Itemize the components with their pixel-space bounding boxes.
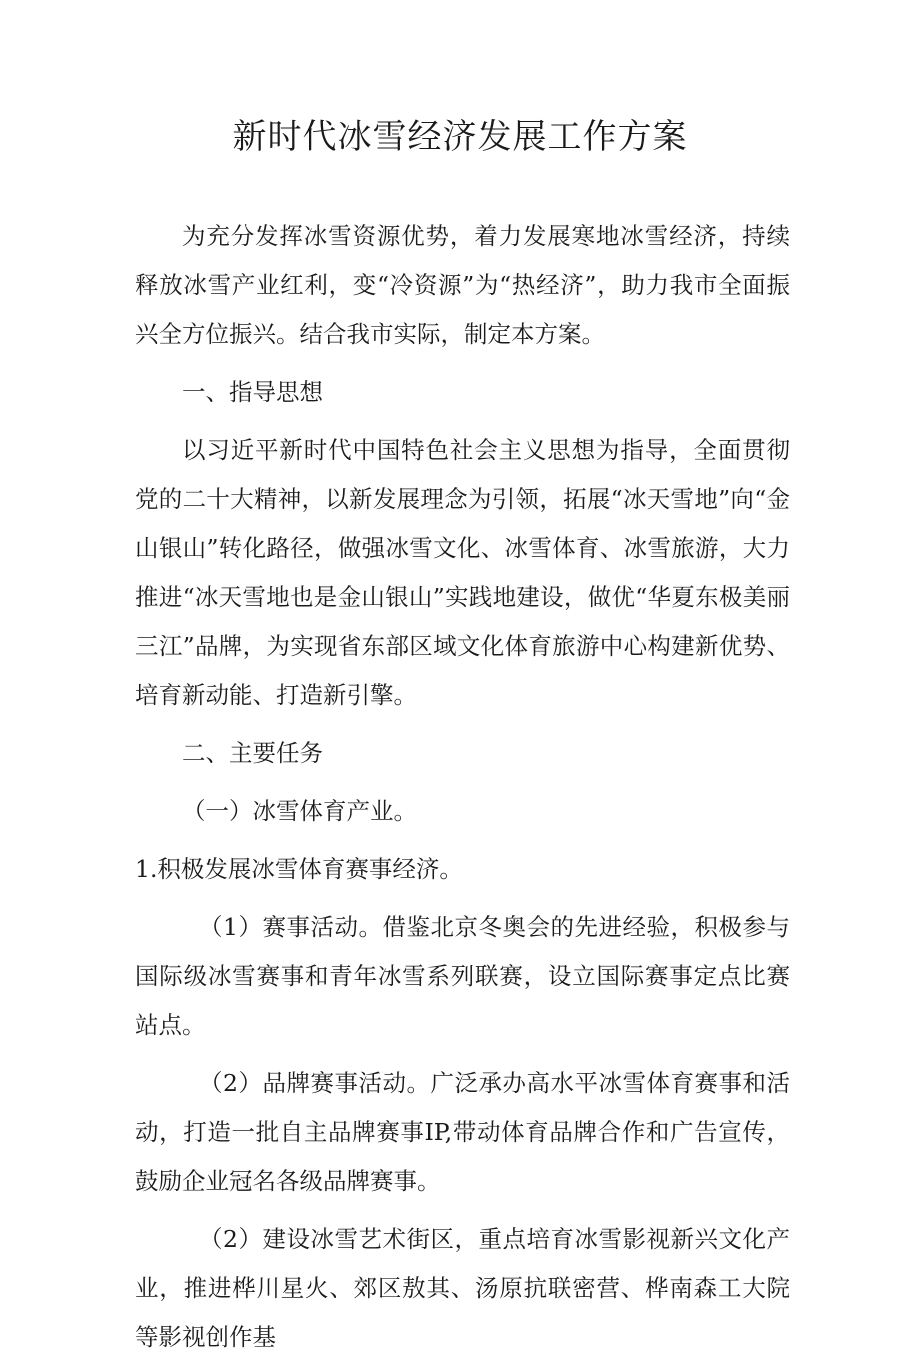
item-paragraph-events: （1）赛事活动。借鉴北京冬奥会的先进经验，积极参与国际级冰雪赛事和青年冰雪系列联赛，设立国际赛事定点比赛站点。 bbox=[135, 913, 790, 1039]
item-paragraph-art-district: （2）建设冰雪艺术街区，重点培育冰雪影视新兴文化产业，推进桦川星火、郊区敖其、汤原抗联密营、桦南森工大院等影视创作基 bbox=[135, 1225, 790, 1351]
intro-paragraph: 为充分发挥冰雪资源优势，着力发展寒地冰雪经济，持续释放冰雪产业红利，变“冷资源”为“热经济”，助力我市全面振兴全方位振兴。结合我市实际，制定本方案。 bbox=[135, 222, 790, 348]
document-title: 新时代冰雪经济发展工作方案 bbox=[232, 117, 688, 157]
guiding-ideology-paragraph: 以习近平新时代中国特色社会主义思想为指导，全面贯彻党的二十大精神，以新发展理念为引领，拓展“冰天雪地”向“金山银山”转化路径，做强冰雪文化、冰雪体育、冰雪旅游，大力推进“冰天雪地也是金山银山”实践地建设，做优“华夏东极美丽三江”品牌，为实现省东部区域文化体育旅游中心构建新优势、培育新动能、打造新引擎。 bbox=[135, 436, 790, 709]
section-heading-guiding-ideology: 一、指导思想 bbox=[182, 378, 323, 406]
item-heading-sports-events-economy: 1.积极发展冰雪体育赛事经济。 bbox=[135, 855, 463, 883]
document-body bbox=[135, 212, 790, 1362]
subsection-heading-ice-snow-sports: （一）冰雪体育产业。 bbox=[182, 797, 417, 825]
section-heading-main-tasks: 二、主要任务 bbox=[182, 739, 323, 767]
item-paragraph-brand-events: （2）品牌赛事活动。广泛承办高水平冰雪体育赛事和活动，打造一批自主品牌赛事IP,带动体育品牌合作和广告宣传，鼓励企业冠名各级品牌赛事。 bbox=[135, 1069, 790, 1195]
